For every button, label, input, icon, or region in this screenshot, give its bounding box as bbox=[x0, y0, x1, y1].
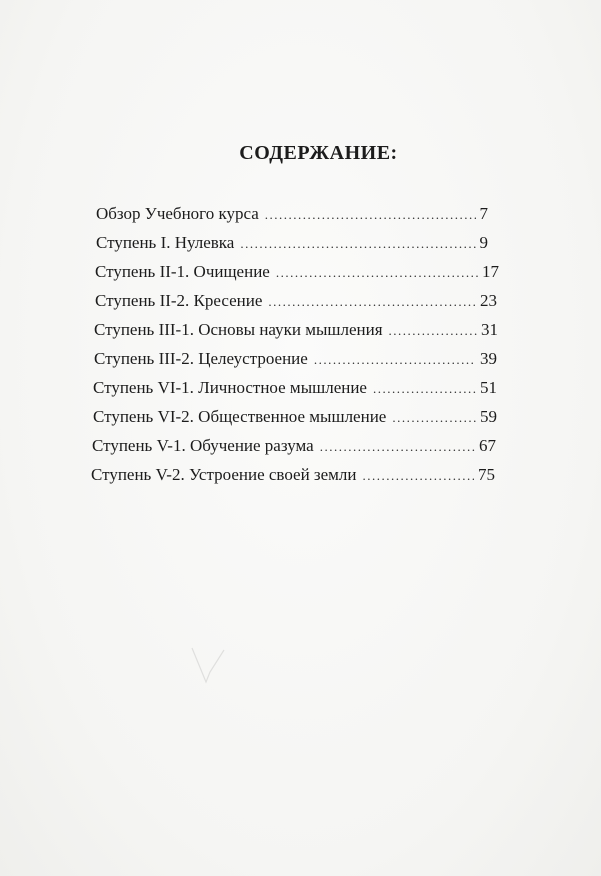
toc-entry bbox=[94, 349, 497, 373]
dot-leader bbox=[320, 439, 475, 455]
toc-page-number: 67 bbox=[479, 436, 496, 455]
toc-page-number: 7 bbox=[479, 204, 488, 223]
toc-entry-label: Обзор Учебного курса bbox=[96, 204, 259, 223]
toc-page-number: 39 bbox=[480, 349, 497, 368]
dot-leader bbox=[363, 468, 474, 484]
toc-entry bbox=[96, 233, 488, 257]
toc-page-number: 23 bbox=[480, 291, 497, 310]
toc-entry bbox=[93, 407, 497, 431]
toc-page-number: 59 bbox=[480, 407, 497, 426]
toc-entry-label: Ступень III-1. Основы науки мышления bbox=[94, 320, 383, 339]
toc-title: СОДЕРЖАНИЕ: bbox=[239, 142, 398, 164]
toc-entry bbox=[93, 378, 497, 402]
toc-page-number: 9 bbox=[479, 233, 488, 252]
dot-leader bbox=[276, 265, 478, 281]
toc-entry bbox=[94, 320, 498, 344]
dot-leader bbox=[389, 323, 477, 339]
dot-leader bbox=[265, 207, 476, 223]
toc-entry bbox=[91, 465, 495, 489]
faint-bleedthrough-mark bbox=[188, 642, 228, 692]
toc-entry-label: Ступень II-2. Кресение bbox=[95, 291, 263, 310]
toc-entry-label: Ступень V-2. Устроение своей земли bbox=[91, 465, 357, 484]
dot-leader bbox=[314, 352, 476, 368]
toc-entry-label: Ступень VI-1. Личностное мышление bbox=[93, 378, 367, 397]
toc-entry-label: Ступень III-2. Целеустроение bbox=[94, 349, 308, 368]
dot-leader bbox=[373, 381, 476, 397]
dot-leader bbox=[240, 236, 475, 252]
toc-entry bbox=[95, 291, 497, 315]
toc-page-number: 31 bbox=[481, 320, 498, 339]
toc-page-number: 51 bbox=[480, 378, 497, 397]
toc-page-number: 75 bbox=[478, 465, 495, 484]
toc-entry-label: Ступень II-1. Очищение bbox=[95, 262, 270, 281]
dot-leader bbox=[268, 294, 476, 310]
toc-entry bbox=[92, 436, 496, 460]
toc-page-number: 17 bbox=[482, 262, 499, 281]
dot-leader bbox=[392, 410, 476, 426]
toc-entry-label: Ступень I. Нулевка bbox=[96, 233, 235, 252]
toc-entry bbox=[95, 262, 499, 286]
toc-entry bbox=[96, 204, 488, 228]
toc-entry-label: Ступень V-1. Обучение разума bbox=[92, 436, 314, 455]
toc-entry-label: Ступень VI-2. Общественное мышление bbox=[93, 407, 387, 426]
